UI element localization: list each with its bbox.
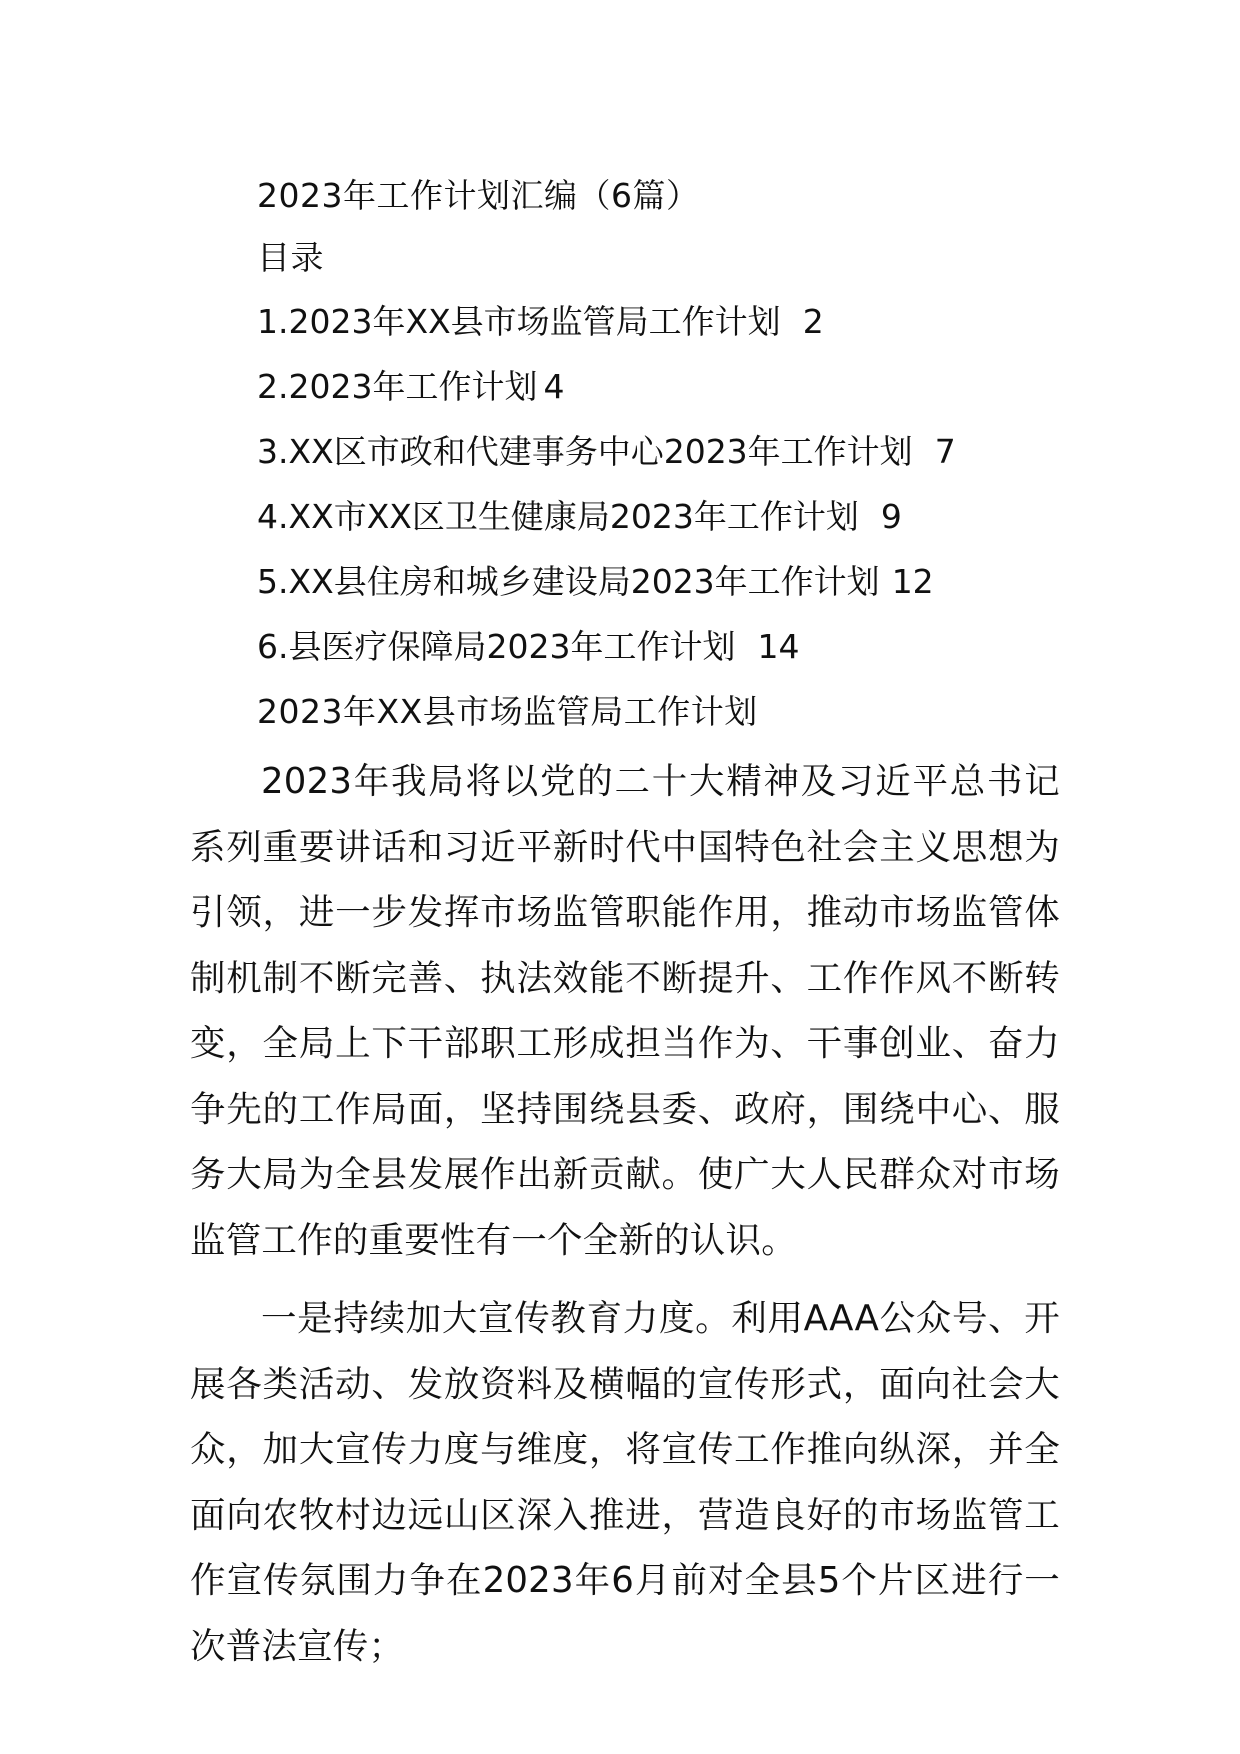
toc-entry-label: 6.县医疗保障局2023年工作计划 xyxy=(257,627,736,666)
toc-entry-label: 2.2023年工作计划 xyxy=(257,367,538,406)
toc-entry-page: 2 xyxy=(802,302,824,341)
toc-entry[interactable] xyxy=(257,302,824,342)
toc-entry-page: 4 xyxy=(543,367,565,406)
paragraph: 一是持续加大宣传教育力度。利用AAA公众号、开展各类活动、发放资料及横幅的宣传形式，面向社会大众，加大宣传力度与维度，将宣传工作推向纵深，并全面向农牧村边远山区深入推进，营造良好的市场监管工作宣传氛围力争在2023年6月前对全县5个片区进行一次普法宣传； xyxy=(190,1298,1060,1667)
toc-entry-label: 5.XX县住房和城乡建设局2023年工作计划 xyxy=(257,562,880,601)
toc-entry[interactable] xyxy=(257,562,934,602)
toc-entry-page: 7 xyxy=(934,432,956,471)
paragraph: 2023年我局将以党的二十大精神及习近平总书记系列重要讲话和习近平新时代中国特色社会主义思想为引领，进一步发挥市场监管职能作用，推动市场监管体制机制不断完善、执法效能不断提升、工作作风不断转变，全局上下干部职工形成担当作为、干事创业、奋力争先的工作局面，坚持围绕县委、政府，围绕中心、服务大局为全县发展作出新贡献。使广大人民群众对市场监管工作的重要性有一个全新的认识。 xyxy=(190,761,1060,1261)
toc-entry-page: 9 xyxy=(880,497,902,536)
toc-entry-label: 4.XX市XX区卫生健康局2023年工作计划 xyxy=(257,497,859,536)
toc-entry-label: 3.XX区市政和代建事务中心2023年工作计划 xyxy=(257,432,913,471)
toc-entry[interactable] xyxy=(257,497,902,537)
body-text xyxy=(190,749,1060,1679)
toc-entry-page: 12 xyxy=(891,562,934,601)
toc-entry-label: 1.2023年XX县市场监管局工作计划 xyxy=(257,302,781,341)
toc-entry[interactable] xyxy=(257,367,564,407)
toc-entry[interactable] xyxy=(257,627,799,667)
section-title: 2023年XX县市场监管局工作计划 xyxy=(257,692,758,731)
toc-entry-page: 14 xyxy=(757,627,800,666)
toc-entry[interactable] xyxy=(257,432,956,472)
toc-heading: 目录 xyxy=(257,238,324,277)
document-title: 2023年工作计划汇编（6篇） xyxy=(257,176,700,215)
